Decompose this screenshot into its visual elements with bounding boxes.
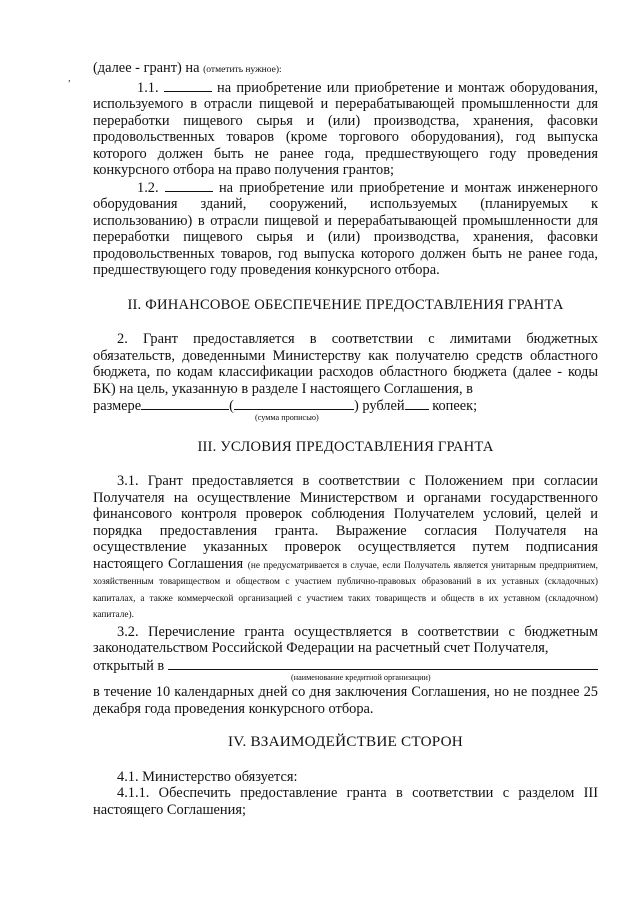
- item-1-2-number: 1.2.: [137, 179, 159, 196]
- amount-caption: (сумма прописью): [255, 412, 319, 422]
- section-2-paragraph: [93, 331, 598, 397]
- bank-caption: (наименование кредитной организации): [291, 673, 431, 682]
- item-1-2-checkbox-blank[interactable]: [165, 179, 213, 192]
- amount-open-paren: (: [229, 398, 234, 414]
- section-3-1-paragraph: [93, 473, 598, 622]
- amount-label: размере: [93, 398, 142, 414]
- section-4-1: [93, 769, 598, 786]
- margin-mark: ,: [68, 72, 71, 84]
- grant-amount-line: [93, 397, 598, 415]
- amount-kopecks-label: копеек;: [432, 398, 478, 414]
- item-1-1-number: 1.1.: [137, 79, 159, 96]
- item-1-1-text: на приобретение или приобретение и монтаж оборудования, используемого в отрасли пищевой и перерабатывающей промышленности для переработки пищевого сырья и (или) производства, хранения, фасовки продовольственных товаров (кроме торгового оборудования), год выпуска которого должен быть не ранее года, предшествующего году проведения конкурсного отбора на право получения грантов;: [93, 79, 598, 178]
- document-page: [93, 60, 598, 818]
- item-1-2-text: на приобретение или приобретение и монтаж инженерного оборудования зданий, сооружений, используемых (планируемых к использованию) в отрасли пищевой и перерабатывающей промышленности для переработки пищевого сырья и (или) производства, хранения, фасовки продовольственных товаров, год выпуска которого должен быть не ранее года, предшествующего году проведения конкурсного отбора.: [93, 179, 598, 278]
- intro-text: (далее - грант) на: [93, 60, 200, 76]
- bank-name-field[interactable]: [168, 657, 598, 670]
- section-4-1-1: [93, 785, 598, 818]
- intro-note: (отметить нужное):: [203, 65, 282, 75]
- amount-digits-field[interactable]: [141, 397, 229, 410]
- section-3-2-tail-text: в течение 10 календарных дней со дня заключения Соглашения, но не позднее 25 декабря года проведения конкурсного отбора.: [93, 684, 598, 717]
- bank-caption-row: [93, 674, 598, 684]
- intro-line: [93, 60, 598, 79]
- section-3-2-text: 3.2. Перечисление гранта осуществляется в соответствии с бюджетным законодательством Российской Федерации на расчетный счет Получателя,: [93, 623, 598, 656]
- amount-kopecks-field[interactable]: [405, 397, 429, 410]
- section-4-1-text: 4.1. Министерство обязуется:: [117, 768, 298, 785]
- item-1-2: [93, 179, 598, 279]
- bank-name-line: [93, 657, 598, 675]
- item-1-1: [93, 79, 598, 179]
- section-3-heading: III. УСЛОВИЯ ПРЕДОСТАВЛЕНИЯ ГРАНТА: [197, 438, 494, 455]
- item-1-1-checkbox-blank[interactable]: [164, 79, 212, 92]
- section-3-2-paragraph: [93, 624, 598, 657]
- amount-caption-row: [93, 412, 598, 425]
- section-3-1-note: (не предусматривается в случае, если Получатель является унитарным предприятием, хозяйственным товариществом и обществом с участием публично-правовых образований в их уставных (складочных) капиталах, а также коммерческой организацией с участием таких товариществ и обществ в их уставном (складочном) капитале).: [93, 560, 598, 620]
- section-4-1-1-text: 4.1.1. Обеспечить предоставление гранта в соответствии с разделом III настоящего Соглашения;: [93, 785, 598, 818]
- section-2-text: 2. Грант предоставляется в соответствии с лимитами бюджетных обязательств, доведенными Министерству как получателю средств областного бюджета, по кодам классификации расходов областного бюджета (далее - коды БК) на цель, указанную в разделе I настоящего Соглашения, в: [93, 331, 598, 397]
- amount-rubles-label: ) рублей: [353, 398, 405, 414]
- section-3-1-text: 3.1. Грант предоставляется в соответствии с Положением при согласии Получателя на осуществление Министерством и органами государственного финансового контроля проверок соблюдения Получателем условий, целей и порядка предоставления гранта. Выражение согласия Получателя на осуществление указанных проверок осуществляется путем подписания настоящего Соглашения: [93, 473, 598, 572]
- section-3-2-tail: [93, 684, 598, 717]
- section-4-heading: IV. ВЗАИМОДЕЙСТВИЕ СТОРОН: [228, 733, 463, 750]
- section-2-heading: II. ФИНАНСОВОЕ ОБЕСПЕЧЕНИЕ ПРЕДОСТАВЛЕНИЯ ГРАНТА: [127, 296, 564, 313]
- opened-in-label: открытый в: [93, 657, 165, 674]
- amount-words-field[interactable]: [234, 397, 354, 410]
